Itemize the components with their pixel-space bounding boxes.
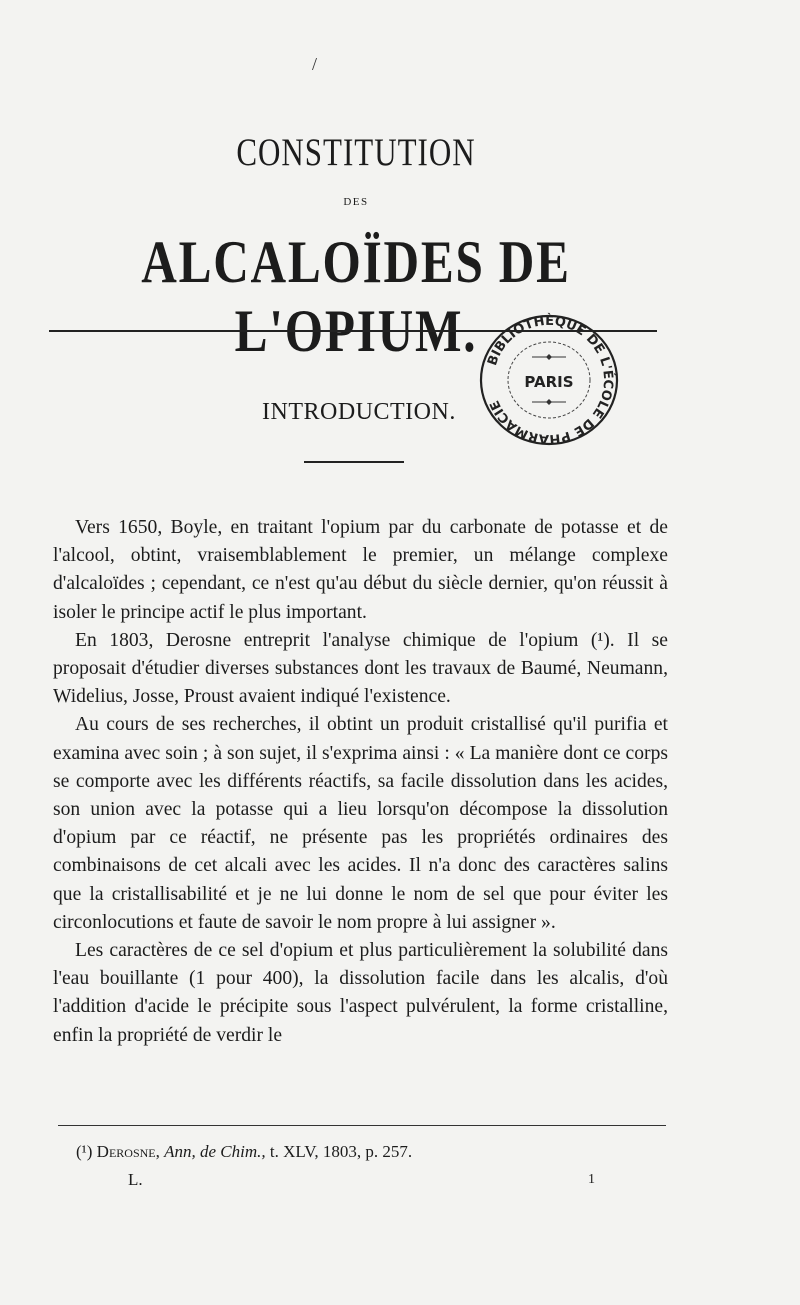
footnote bbox=[76, 1142, 412, 1162]
footnote-author: Derosne, bbox=[96, 1142, 160, 1161]
footnote-journal: Ann, de Chim., bbox=[164, 1142, 266, 1161]
signature-number: 1 bbox=[588, 1172, 595, 1187]
section-heading: INTRODUCTION. bbox=[262, 399, 456, 425]
stamp-arc-text: BIBLIOTHÈQUE DE L'ÉCOLE DE PHARMACIE bbox=[485, 313, 616, 447]
heading-rule bbox=[304, 461, 404, 463]
signature-mark: L. bbox=[128, 1170, 143, 1189]
paragraph: En 1803, Derosne entreprit l'analyse chimique de l'opium (¹). Il se proposait d'étudier diverses substances dont les travaux de Baumé, Neumann, Widelius, Josse, Proust avaient indiqué l'existence. bbox=[53, 629, 668, 708]
title-des: DES bbox=[343, 196, 369, 208]
stamp-city: PARIS bbox=[524, 373, 574, 391]
paragraph: Vers 1650, Boyle, en traitant l'opium par du carbonate de potasse et de l'alcool, obtint, vraisemblablement le premier, un mélange complexe d'alcaloïdes ; cependant, ce n'est qu'au début du siècle dernier, qu'on réussit à isoler le principe actif le plus important. bbox=[53, 517, 668, 623]
footnote-ref: t. XLV, 1803, p. 257. bbox=[269, 1142, 413, 1161]
title-constitution: CONSTITUTION bbox=[236, 130, 476, 174]
title-alcaloides: ALCALOÏDES DE L'OPIUM. bbox=[141, 229, 571, 366]
paragraph: Au cours de ses recherches, il obtint un produit cristallisé qu'il purifia et examina avec soin ; à son sujet, il s'exprima ainsi : « La manière dont ce corps se comporte avec les différents réactifs, sa facile dissolution dans les acides, son union avec la potasse qui a lieu lorsqu'on décompose la dissolution d'opium par ce réactif, ne présente pas les propriétés ordinaires des combinaisons de cet alcali avec les acides. Il n'a donc des caractères salins que la cristallisabilité et je ne lui donne le nom de sel que pour éviter les circonlocutions et faute de savoir le nom propre à lui assigner ». bbox=[53, 714, 668, 933]
body-text bbox=[53, 514, 668, 1050]
paragraph: Les caractères de ce sel d'opium et plus particulièrement la solubilité dans l'eau bouillante (1 pour 400), la dissolution facile dans les alcalis, d'où l'addition d'acide le précipite sous l'aspect pulvérulent, la forme cristalline, enfin la propriété de verdir le bbox=[53, 940, 668, 1046]
footnote-rule bbox=[58, 1125, 666, 1126]
footnote-marker: (¹) bbox=[76, 1142, 93, 1161]
library-stamp bbox=[474, 310, 624, 450]
pen-mark: / bbox=[312, 54, 318, 74]
